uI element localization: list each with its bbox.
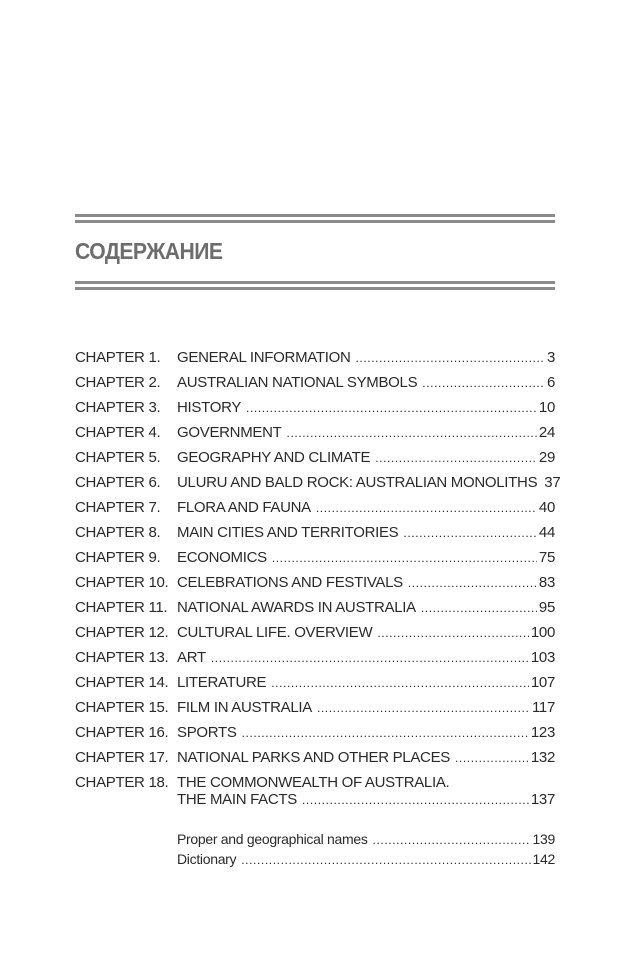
page-number: 107 (530, 674, 555, 691)
chapter-title: CELEBRATIONS AND FESTIVALS (177, 574, 403, 591)
appendix-title: Proper and geographical names (177, 831, 368, 847)
page-number: 132 (530, 749, 555, 766)
chapter-title: THE MAIN FACTS (177, 791, 297, 808)
page-number: 100 (530, 624, 555, 641)
chapter-label: CHAPTER 16. (75, 724, 169, 741)
toc-row-chapter-10[interactable] (75, 570, 555, 595)
page-number: 139 (532, 831, 555, 847)
chapter-label: CHAPTER 13. (75, 649, 169, 666)
chapter-title: GOVERNMENT (177, 424, 282, 441)
chapter-label: CHAPTER 5. (75, 449, 161, 466)
dot-leader (317, 696, 530, 721)
top-double-rule (75, 214, 555, 223)
toc-row-chapter-9[interactable] (75, 545, 555, 570)
page-number: 3 (546, 349, 555, 366)
dot-leader (242, 721, 529, 746)
page-number: 137 (530, 791, 555, 808)
dot-leader (408, 571, 537, 596)
page-number: 103 (530, 649, 555, 666)
toc-row-chapter-5[interactable] (75, 445, 555, 470)
chapter-title-line-1: THE COMMONWEALTH OF AUSTRALIA. (177, 774, 450, 791)
dot-leader (241, 850, 530, 870)
page-number: 117 (531, 699, 555, 716)
toc-row-chapter-3[interactable] (75, 395, 555, 420)
toc-row-chapter-18[interactable] (75, 770, 555, 812)
chapter-title: LITERATURE (177, 674, 267, 691)
dot-leader (455, 746, 529, 771)
dot-leader (272, 546, 537, 571)
table-of-contents (75, 345, 561, 812)
dot-leader (373, 830, 531, 850)
bottom-double-rule (75, 281, 555, 290)
chapter-label: CHAPTER 14. (75, 674, 169, 691)
chapter-label: CHAPTER 18. (75, 774, 169, 791)
chapter-title: SPORTS (177, 724, 237, 741)
toc-row-chapter-17[interactable] (75, 745, 555, 770)
chapter-label: CHAPTER 17. (75, 749, 169, 766)
chapter-title: ECONOMICS (177, 549, 267, 566)
page-number: 75 (538, 549, 555, 566)
toc-row-dictionary[interactable] (177, 849, 555, 869)
chapter-label: CHAPTER 4. (75, 424, 161, 441)
page-number: 29 (538, 449, 555, 466)
toc-row-chapter-7[interactable] (75, 495, 555, 520)
dot-leader (302, 788, 529, 813)
page-number: 10 (538, 399, 555, 416)
dot-leader (355, 346, 544, 371)
page-number: 40 (538, 499, 555, 516)
dot-leader (422, 371, 545, 396)
toc-row-chapter-16[interactable] (75, 720, 555, 745)
chapter-label: CHAPTER 15. (75, 699, 169, 716)
chapter-label: CHAPTER 6. (75, 474, 161, 491)
dot-leader (211, 646, 529, 671)
dot-leader (316, 496, 537, 521)
chapter-title: GEOGRAPHY AND CLIMATE (177, 449, 371, 466)
appendix-title: Dictionary (177, 851, 237, 867)
toc-row-chapter-15[interactable] (75, 695, 555, 720)
chapter-title: CULTURAL LIFE. OVERVIEW (177, 624, 373, 641)
page-number: 83 (538, 574, 555, 591)
dot-leader (377, 621, 528, 646)
dot-leader (246, 396, 537, 421)
chapter-title: AUSTRALIAN NATIONAL SYMBOLS (177, 374, 418, 391)
toc-row-chapter-11[interactable] (75, 595, 555, 620)
toc-row-chapter-4[interactable] (75, 420, 555, 445)
page-number: 142 (532, 851, 555, 867)
page-title: СОДЕРЖАНИЕ (75, 238, 223, 264)
page-number: 123 (530, 724, 555, 741)
toc-row-chapter-12[interactable] (75, 620, 555, 645)
chapter-title: FLORA AND FAUNA (177, 499, 311, 516)
dot-leader (271, 671, 529, 696)
dot-leader (403, 521, 537, 546)
chapter-title: ART (177, 649, 206, 666)
page-number: 44 (538, 524, 555, 541)
chapter-label: CHAPTER 2. (75, 374, 161, 391)
chapter-label: CHAPTER 9. (75, 549, 161, 566)
appendix-list (177, 829, 555, 869)
toc-row-chapter-8[interactable] (75, 520, 555, 545)
chapter-label: CHAPTER 7. (75, 499, 161, 516)
chapter-label: CHAPTER 12. (75, 624, 169, 641)
dot-leader (421, 596, 537, 621)
chapter-title: ULURU AND BALD ROCK: AUSTRALIAN MONOLITHS (177, 474, 538, 491)
toc-row-proper-names[interactable] (177, 829, 555, 849)
toc-row-chapter-13[interactable] (75, 645, 555, 670)
toc-row-chapter-14[interactable] (75, 670, 555, 695)
chapter-title: HISTORY (177, 399, 242, 416)
dot-leader (375, 446, 537, 471)
chapter-label: CHAPTER 8. (75, 524, 161, 541)
chapter-label: CHAPTER 1. (75, 349, 161, 366)
toc-row-chapter-2[interactable] (75, 370, 555, 395)
dot-leader (287, 421, 537, 446)
page-number: 6 (546, 374, 555, 391)
chapter-label: CHAPTER 10. (75, 574, 169, 591)
page-number: 24 (538, 424, 555, 441)
toc-row-chapter-1[interactable] (75, 345, 555, 370)
page-number: 95 (538, 599, 555, 616)
chapter-title: MAIN CITIES AND TERRITORIES (177, 524, 399, 541)
chapter-title: FILM IN AUSTRALIA (177, 699, 312, 716)
chapter-label: CHAPTER 11. (75, 599, 168, 616)
chapter-title: GENERAL INFORMATION (177, 349, 351, 366)
chapter-title: NATIONAL AWARDS IN AUSTRALIA (177, 599, 416, 616)
chapter-label: CHAPTER 3. (75, 399, 161, 416)
page-number: 37 (544, 474, 561, 491)
toc-row-chapter-6[interactable] (75, 470, 561, 495)
chapter-title: NATIONAL PARKS AND OTHER PLACES (177, 749, 450, 766)
